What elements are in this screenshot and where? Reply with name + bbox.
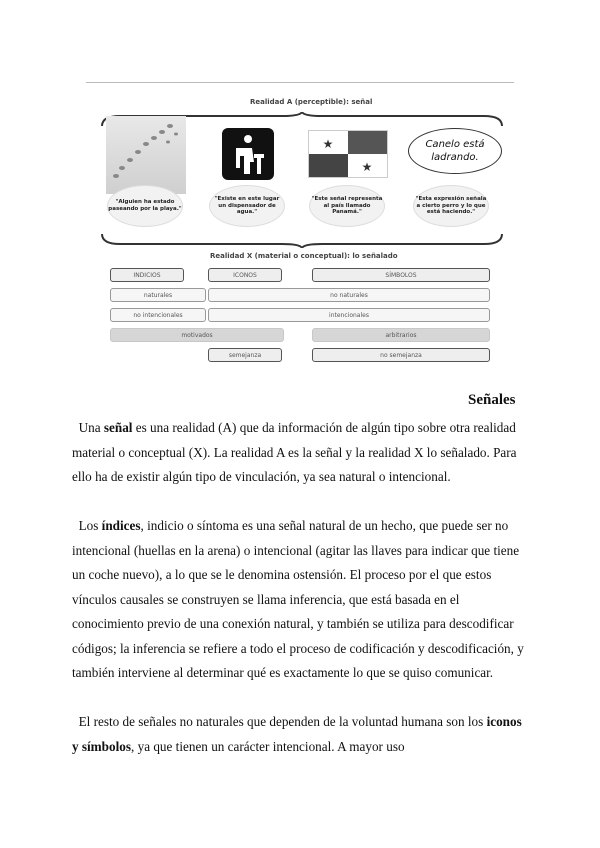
footprints-image bbox=[106, 116, 186, 194]
box-intencionales: intencionales bbox=[208, 308, 490, 322]
box-motivados: motivados bbox=[110, 328, 284, 342]
speech-text: Canelo está ladrando. bbox=[425, 139, 485, 163]
paragraph-iconos bbox=[72, 710, 528, 759]
p1-bold-term: señal bbox=[103, 420, 133, 435]
box-iconos: ICONOS bbox=[208, 268, 282, 282]
top-label: Realidad A (perceptible): señal bbox=[250, 98, 373, 106]
section-heading: Señales bbox=[468, 392, 516, 408]
water-fountain-icon bbox=[222, 128, 274, 180]
semiotics-figure bbox=[86, 72, 514, 372]
footprints-icon bbox=[106, 116, 186, 194]
paragraph-indices bbox=[72, 514, 528, 686]
box-naturales: naturales bbox=[110, 288, 206, 302]
svg-text:★: ★ bbox=[322, 137, 334, 151]
bubble-fountain: "Existe en este lugar un dispensador de agua." bbox=[210, 186, 284, 226]
p2-bold-term: índices bbox=[101, 518, 141, 533]
svg-text:★: ★ bbox=[361, 160, 373, 174]
p3-text-a: El resto de señales no naturales que dependen de la voluntad humana son los bbox=[78, 714, 487, 729]
box-simbolos: SÍMBOLOS bbox=[312, 268, 490, 282]
panama-flag-icon bbox=[308, 130, 388, 178]
speech-balloon bbox=[408, 128, 502, 174]
box-no-naturales: no naturales bbox=[208, 288, 490, 302]
bottom-brace bbox=[100, 232, 504, 248]
p3-text-c: , ya que tienen un carácter intencional. A mayor uso bbox=[131, 738, 405, 754]
box-no-intencionales: no intencionales bbox=[110, 308, 206, 322]
box-no-semejanza: no semejanza bbox=[312, 348, 490, 362]
box-arbitrarios: arbitrarios bbox=[312, 328, 490, 342]
bubble-flag: "Este señal representa al país llamado Panamá." bbox=[310, 186, 384, 226]
bubble-footprints: "Alguien ha estado paseando por la playa." bbox=[108, 186, 182, 226]
top-divider bbox=[86, 82, 514, 83]
p2-text-c: , indicio o síntoma es una señal natural de un hecho, que puede ser no intencional (huellas en la arena) o intencional (agitar las llaves para indicar que tiene un coche nuevo), a lo que se le denomina ostensión. El proceso por el que estos vínculos causales se construyen se llama inferencia, que está basada en el conocimiento previo de una conexión natural, y también se utiliza para descodificar códigos; la inferencia se refiere a todo el proceso de codificación y descodificación, y también interviene al determinar qué es exactamente lo que se quiso comunicar. bbox=[72, 518, 524, 680]
p2-text-a: Los bbox=[78, 518, 102, 533]
bubble-speech: "Esta expresión señala a cierto perro y lo que está haciendo." bbox=[414, 186, 488, 226]
paragraph-senal bbox=[72, 416, 528, 490]
p1-text-c: es una realidad (A) que da información de algún tipo sobre otra realidad material o conceptual (X). La realidad A es la señal y la realidad X lo señalado. Para ello ha de existir algún tipo de vinculación, ya sea natural o intencional. bbox=[72, 420, 517, 484]
bottom-label: Realidad X (material o conceptual): lo señalado bbox=[210, 252, 398, 260]
box-semejanza: semejanza bbox=[208, 348, 282, 362]
p1-text-a: Una bbox=[78, 420, 104, 435]
box-indicios: INDICIOS bbox=[110, 268, 184, 282]
p3-bold-term: iconos y símbolos bbox=[72, 714, 522, 754]
